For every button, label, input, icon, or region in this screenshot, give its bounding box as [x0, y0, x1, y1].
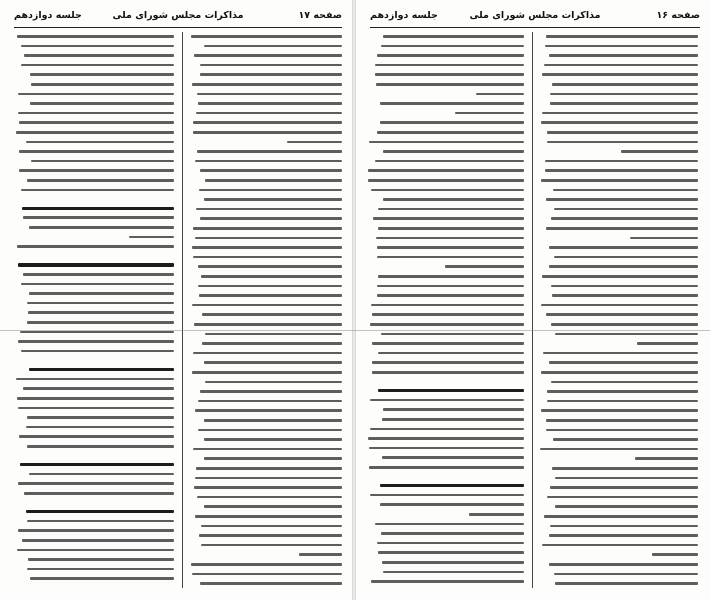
text-line — [544, 64, 698, 67]
text-line — [21, 350, 174, 353]
text-line — [630, 237, 698, 240]
text-line — [549, 534, 698, 537]
text-line — [195, 515, 342, 518]
left-page-column-right — [190, 33, 342, 590]
text-line — [547, 141, 698, 144]
text-line — [377, 54, 524, 57]
text-line — [383, 571, 524, 574]
text-line — [18, 93, 174, 96]
text-line — [28, 311, 174, 314]
text-line — [552, 294, 698, 297]
text-line — [198, 285, 342, 288]
text-line — [552, 467, 698, 470]
text-line — [31, 160, 174, 163]
text-line — [545, 45, 698, 48]
text-line — [23, 273, 174, 276]
text-line — [197, 496, 342, 499]
text-line — [555, 477, 698, 480]
text-line — [380, 102, 524, 105]
text-line — [382, 561, 524, 564]
text-line — [543, 352, 698, 355]
text-line — [20, 331, 174, 334]
text-line — [195, 477, 342, 480]
right-volume-label: جلسه دوازدهم — [370, 10, 438, 21]
text-line — [201, 275, 342, 278]
text-line — [19, 121, 174, 124]
text-line — [27, 302, 174, 305]
text-line — [541, 179, 698, 182]
text-line — [200, 217, 342, 220]
text-line — [17, 397, 174, 400]
text-line — [376, 237, 524, 240]
text-line — [372, 371, 524, 374]
text-line — [18, 263, 174, 266]
text-line — [201, 525, 342, 528]
left-volume-label: جلسه دوازدهم — [14, 10, 82, 21]
text-line — [545, 160, 698, 163]
text-line — [541, 371, 698, 374]
text-line — [637, 342, 698, 345]
text-line — [476, 93, 524, 96]
text-line — [27, 445, 174, 448]
text-line — [549, 265, 698, 268]
text-line — [542, 275, 698, 278]
text-line — [16, 131, 174, 134]
text-line — [27, 321, 174, 324]
text-line — [29, 473, 174, 476]
text-line — [370, 428, 524, 431]
text-line — [200, 73, 342, 76]
text-line — [549, 563, 698, 566]
text-line — [17, 549, 174, 552]
text-line — [19, 169, 174, 172]
text-line — [18, 529, 174, 532]
left-running-header — [14, 8, 342, 26]
text-line — [550, 93, 698, 96]
text-line — [652, 553, 698, 556]
text-line — [546, 227, 698, 230]
text-line — [197, 150, 342, 153]
text-line — [299, 553, 342, 556]
text-line — [369, 141, 524, 144]
text-line — [204, 361, 342, 364]
text-line — [204, 438, 342, 441]
text-line — [195, 160, 342, 163]
text-line — [16, 378, 174, 381]
right-page-column-left — [368, 33, 524, 590]
text-line — [369, 466, 524, 469]
text-line — [202, 313, 342, 316]
text-line — [469, 513, 524, 516]
text-line — [197, 93, 342, 96]
text-line — [18, 112, 174, 115]
text-line — [551, 381, 698, 384]
text-line — [550, 102, 698, 105]
left-running-title: مذاکرات مجلس شورای ملی — [112, 10, 244, 21]
text-line — [377, 256, 524, 259]
text-line — [546, 35, 698, 38]
text-line — [541, 409, 698, 412]
text-line — [542, 112, 698, 115]
text-line — [551, 285, 698, 288]
text-line — [542, 544, 698, 547]
left-page-number: صفحه ۱۷ — [298, 10, 342, 21]
text-line — [195, 237, 342, 240]
text-line — [377, 285, 524, 288]
text-line — [205, 381, 342, 384]
text-line — [546, 419, 698, 422]
text-line — [194, 54, 342, 57]
text-line — [376, 83, 524, 86]
text-line — [378, 208, 524, 211]
text-line — [30, 102, 174, 105]
right-page-number: صفحه ۱۶ — [656, 10, 700, 21]
text-line — [27, 568, 174, 571]
text-line — [381, 532, 524, 535]
text-line — [201, 544, 342, 547]
text-line — [192, 371, 342, 374]
text-line — [377, 246, 524, 249]
text-line — [383, 35, 524, 38]
text-line — [552, 83, 698, 86]
text-line — [205, 333, 342, 336]
text-line — [380, 121, 524, 124]
text-line — [378, 352, 524, 355]
text-line — [377, 294, 524, 297]
text-line — [19, 150, 174, 153]
text-line — [368, 169, 524, 172]
text-line — [198, 102, 342, 105]
text-line — [380, 503, 524, 506]
text-line — [200, 169, 342, 172]
text-line — [204, 198, 342, 201]
text-line — [369, 447, 524, 450]
text-line — [27, 416, 174, 419]
left-page-column-left — [16, 33, 174, 590]
text-line — [198, 265, 342, 268]
text-line — [547, 131, 698, 134]
text-line — [192, 304, 342, 307]
text-line — [193, 121, 342, 124]
right-page — [356, 0, 710, 600]
text-line — [202, 342, 342, 345]
text-line — [544, 515, 698, 518]
text-line — [193, 352, 342, 355]
scan-line-artifact — [0, 330, 710, 331]
text-line — [204, 419, 342, 422]
text-line — [555, 333, 698, 336]
text-line — [205, 179, 342, 182]
text-line — [555, 505, 698, 508]
text-line — [23, 387, 174, 390]
left-page — [0, 0, 352, 600]
text-line — [193, 448, 342, 451]
text-line — [547, 496, 698, 499]
text-line — [373, 217, 524, 220]
text-line — [378, 551, 524, 554]
text-line — [553, 438, 698, 441]
text-line — [195, 409, 342, 412]
text-line — [375, 523, 524, 526]
text-line — [23, 216, 174, 219]
text-line — [554, 573, 698, 576]
text-line — [549, 246, 698, 249]
text-line — [382, 418, 524, 421]
text-line — [371, 189, 524, 192]
right-running-title: مذاکرات مجلس شورای ملی — [469, 10, 601, 21]
text-line — [204, 457, 342, 460]
text-line — [381, 45, 524, 48]
text-line — [545, 169, 698, 172]
text-line — [378, 389, 524, 392]
text-line — [18, 340, 174, 343]
text-line — [204, 45, 342, 48]
text-line — [200, 582, 342, 585]
text-line — [22, 207, 174, 210]
text-line — [546, 198, 698, 201]
text-line — [371, 580, 524, 583]
text-line — [198, 400, 342, 403]
text-line — [192, 573, 342, 576]
text-line — [551, 217, 698, 220]
text-line — [198, 429, 342, 432]
text-line — [199, 534, 342, 537]
text-line — [30, 577, 174, 580]
text-line — [554, 256, 698, 259]
text-line — [200, 64, 342, 67]
text-line — [27, 179, 174, 182]
text-line — [196, 208, 342, 211]
text-line — [26, 510, 174, 513]
text-line — [554, 208, 698, 211]
text-line — [193, 131, 342, 134]
text-line — [378, 227, 524, 230]
text-line — [27, 520, 174, 523]
text-line — [287, 141, 342, 144]
text-line — [30, 73, 174, 76]
text-line — [199, 189, 342, 192]
text-line — [19, 435, 174, 438]
text-line — [21, 283, 174, 286]
text-line — [17, 245, 174, 248]
text-line — [635, 457, 698, 460]
text-line — [368, 437, 524, 440]
text-line — [196, 467, 342, 470]
text-line — [378, 275, 524, 278]
text-line — [194, 323, 342, 326]
text-line — [547, 390, 698, 393]
text-line — [383, 150, 524, 153]
text-line — [24, 54, 174, 57]
text-line — [192, 246, 342, 249]
text-line — [26, 141, 174, 144]
text-line — [383, 198, 524, 201]
text-line — [28, 558, 174, 561]
text-line — [193, 227, 342, 230]
text-line — [375, 160, 524, 163]
right-column-separator — [532, 32, 533, 588]
text-line — [370, 399, 524, 402]
text-line — [382, 456, 524, 459]
text-line — [204, 505, 342, 508]
text-line — [383, 408, 524, 411]
text-line — [553, 189, 698, 192]
text-line — [377, 542, 524, 545]
left-column-separator — [182, 32, 183, 588]
right-header-rule — [370, 27, 700, 28]
text-line — [22, 539, 174, 542]
right-page-column-right — [540, 33, 698, 590]
text-line — [377, 131, 524, 134]
text-line — [129, 236, 174, 239]
text-line — [26, 426, 174, 429]
text-line — [29, 292, 174, 295]
text-line — [371, 304, 524, 307]
text-line — [549, 361, 698, 364]
text-line — [193, 256, 342, 259]
text-line — [372, 313, 524, 316]
text-line — [199, 294, 342, 297]
text-line — [370, 323, 524, 326]
text-line — [196, 112, 342, 115]
text-line — [541, 304, 698, 307]
text-line — [381, 333, 524, 336]
text-line — [455, 112, 524, 115]
left-header-rule — [14, 27, 342, 28]
text-line — [18, 407, 174, 410]
text-line — [445, 265, 524, 268]
text-line — [380, 484, 524, 487]
text-line — [21, 64, 174, 67]
text-line — [372, 342, 524, 345]
text-line — [194, 486, 342, 489]
text-line — [20, 463, 174, 466]
text-line — [191, 35, 342, 38]
text-line — [24, 492, 174, 495]
text-line — [547, 400, 698, 403]
text-line — [191, 563, 342, 566]
text-line — [21, 189, 174, 192]
text-line — [370, 494, 524, 497]
text-line — [21, 45, 174, 48]
text-line — [200, 390, 342, 393]
text-line — [621, 150, 698, 153]
text-line — [192, 83, 342, 86]
text-line — [542, 73, 698, 76]
right-running-header — [370, 8, 700, 26]
text-line — [550, 486, 698, 489]
text-line — [555, 582, 698, 585]
text-line — [540, 448, 698, 451]
text-line — [375, 64, 524, 67]
text-line — [29, 226, 174, 229]
text-line — [17, 35, 174, 38]
text-line — [541, 121, 698, 124]
text-line — [546, 429, 698, 432]
text-line — [550, 525, 698, 528]
text-line — [18, 482, 174, 485]
text-line — [29, 368, 174, 371]
text-line — [31, 83, 174, 86]
text-line — [375, 73, 524, 76]
text-line — [546, 313, 698, 316]
text-line — [551, 323, 698, 326]
text-line — [372, 361, 524, 364]
text-line — [549, 54, 698, 57]
text-line — [368, 179, 524, 182]
